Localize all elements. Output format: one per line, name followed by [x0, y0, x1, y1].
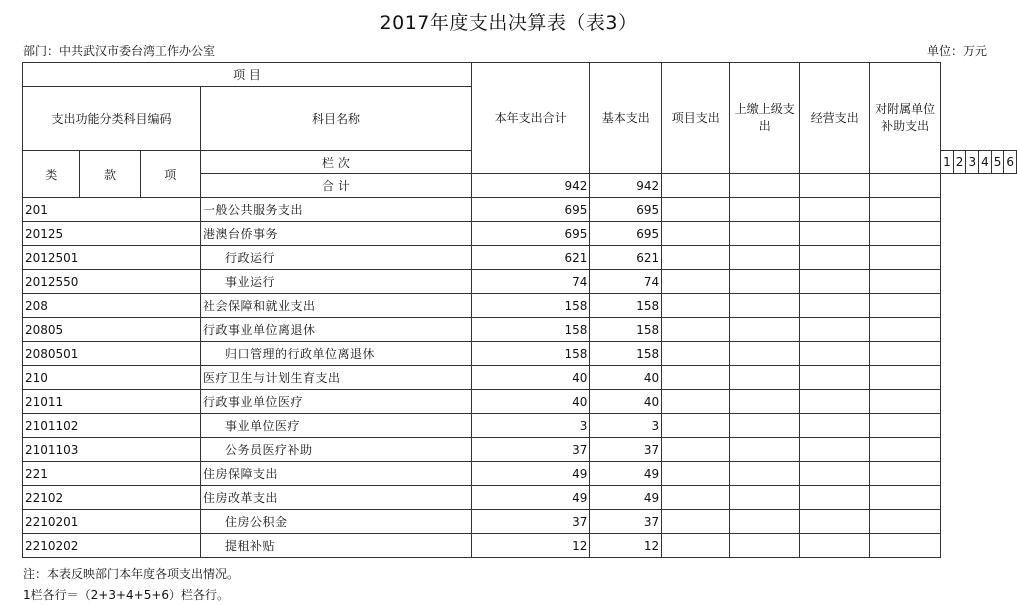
row-superior: [730, 342, 800, 366]
table-row: [23, 246, 1017, 270]
row-project: [662, 534, 730, 558]
row-operation: [800, 486, 870, 510]
row-subject-name: 住房保障支出: [200, 462, 471, 486]
subject-name-header: 科目名称: [200, 87, 471, 151]
row-code: 221: [23, 462, 201, 486]
col-number-4: 4: [979, 151, 992, 174]
row-subject-name: 一般公共服务支出: [200, 198, 471, 222]
row-total: 49: [471, 486, 589, 510]
row-total: 74: [471, 270, 589, 294]
row-operation: [800, 318, 870, 342]
row-basic: 695: [590, 198, 662, 222]
row-basic: 49: [590, 486, 662, 510]
lei-header: 类: [23, 151, 80, 198]
row-basic: 158: [590, 294, 662, 318]
row-code: 210: [23, 366, 201, 390]
func-code-header: 支出功能分类科目编码: [23, 87, 201, 151]
row-operation: [800, 438, 870, 462]
table-row: [23, 342, 1017, 366]
col-number-5: 5: [991, 151, 1004, 174]
row-basic: 37: [590, 438, 662, 462]
row-code: 21011: [23, 390, 201, 414]
row-project: [662, 390, 730, 414]
row-subsidy: [870, 342, 941, 366]
row-project: [662, 270, 730, 294]
row-subsidy: [870, 366, 941, 390]
total-value-4: [730, 174, 800, 198]
col-number-1: 1: [941, 151, 954, 174]
row-basic: 37: [590, 510, 662, 534]
row-basic: 12: [590, 534, 662, 558]
row-basic: 40: [590, 366, 662, 390]
lanci-label: 栏 次: [200, 151, 471, 174]
row-operation: [800, 222, 870, 246]
row-superior: [730, 414, 800, 438]
row-operation: [800, 198, 870, 222]
row-subsidy: [870, 246, 941, 270]
row-total: 40: [471, 390, 589, 414]
row-total: 37: [471, 438, 589, 462]
row-subject-name: 事业运行: [200, 270, 471, 294]
row-code: 2101102: [23, 414, 201, 438]
row-project: [662, 462, 730, 486]
row-subject-name: 提租补贴: [200, 534, 471, 558]
total-label: 合 计: [200, 174, 471, 198]
row-superior: [730, 270, 800, 294]
row-operation: [800, 510, 870, 534]
row-superior: [730, 366, 800, 390]
row-total: 158: [471, 318, 589, 342]
row-basic: 74: [590, 270, 662, 294]
row-subject-name: 住房改革支出: [200, 486, 471, 510]
row-operation: [800, 534, 870, 558]
row-total: 12: [471, 534, 589, 558]
row-subject-name: 住房公积金: [200, 510, 471, 534]
table-row: [23, 294, 1017, 318]
project-header: 项 目: [23, 63, 472, 87]
row-project: [662, 294, 730, 318]
row-superior: [730, 198, 800, 222]
row-code: 22102: [23, 486, 201, 510]
row-subsidy: [870, 390, 941, 414]
table-row: [23, 318, 1017, 342]
row-subsidy: [870, 510, 941, 534]
row-code: 2210201: [23, 510, 201, 534]
total-value-5: [800, 174, 870, 198]
row-superior: [730, 534, 800, 558]
row-superior: [730, 438, 800, 462]
row-superior: [730, 510, 800, 534]
row-superior: [730, 462, 800, 486]
row-code: 2012501: [23, 246, 201, 270]
row-project: [662, 318, 730, 342]
row-project: [662, 222, 730, 246]
table-row: [23, 462, 1017, 486]
row-basic: 3: [590, 414, 662, 438]
total-value-6: [870, 174, 941, 198]
row-project: [662, 366, 730, 390]
table-row: [23, 534, 1017, 558]
row-total: 158: [471, 342, 589, 366]
row-subsidy: [870, 318, 941, 342]
row-subject-name: 行政事业单位离退休: [200, 318, 471, 342]
row-total: 158: [471, 294, 589, 318]
row-operation: [800, 414, 870, 438]
table-row: [23, 414, 1017, 438]
col-project-header: 项目支出: [662, 63, 730, 174]
row-superior: [730, 294, 800, 318]
row-code: 2080501: [23, 342, 201, 366]
note-line-2: 1栏各行＝（2+3+4+5+6）栏各行。: [23, 588, 230, 602]
table-row: [23, 270, 1017, 294]
row-subsidy: [870, 294, 941, 318]
row-code: 2101103: [23, 438, 201, 462]
col-number-2: 2: [953, 151, 966, 174]
row-subject-name: 行政运行: [200, 246, 471, 270]
col-total-header: 本年支出合计: [471, 63, 589, 174]
row-code: 2210202: [23, 534, 201, 558]
row-basic: 158: [590, 342, 662, 366]
total-value-2: 942: [590, 174, 662, 198]
row-total: 695: [471, 198, 589, 222]
row-operation: [800, 462, 870, 486]
row-project: [662, 438, 730, 462]
row-subsidy: [870, 270, 941, 294]
row-project: [662, 246, 730, 270]
col-operation-header: 经营支出: [800, 63, 870, 174]
row-basic: 40: [590, 390, 662, 414]
row-project: [662, 198, 730, 222]
row-basic: 621: [590, 246, 662, 270]
row-code: 208: [23, 294, 201, 318]
unit-label: 单位：万元: [926, 44, 987, 58]
row-superior: [730, 486, 800, 510]
row-code: 201: [23, 198, 201, 222]
row-subject-name: 公务员医疗补助: [200, 438, 471, 462]
table-row: [23, 438, 1017, 462]
row-total: 37: [471, 510, 589, 534]
table-row: [23, 222, 1017, 246]
row-subsidy: [870, 438, 941, 462]
row-total: 49: [471, 462, 589, 486]
total-value-1: 942: [471, 174, 589, 198]
row-operation: [800, 270, 870, 294]
row-subsidy: [870, 198, 941, 222]
row-subject-name: 港澳台侨事务: [200, 222, 471, 246]
row-subsidy: [870, 222, 941, 246]
row-subject-name: 社会保障和就业支出: [200, 294, 471, 318]
row-subject-name: 行政事业单位医疗: [200, 390, 471, 414]
col-number-3: 3: [966, 151, 979, 174]
total-value-3: [662, 174, 730, 198]
xiang-header: 项: [140, 151, 200, 198]
row-subject-name: 医疗卫生与计划生育支出: [200, 366, 471, 390]
note-line-1: 注：本表反映部门本年度各项支出情况。: [23, 567, 240, 581]
row-subsidy: [870, 414, 941, 438]
row-superior: [730, 390, 800, 414]
row-project: [662, 414, 730, 438]
table-row: [23, 510, 1017, 534]
row-subject-name: 归口管理的行政单位离退休: [200, 342, 471, 366]
row-basic: 695: [590, 222, 662, 246]
row-operation: [800, 246, 870, 270]
page-title: 2017年度支出决算表（表3）: [379, 12, 638, 34]
row-operation: [800, 294, 870, 318]
row-superior: [730, 222, 800, 246]
kuan-header: 款: [80, 151, 140, 198]
row-total: 695: [471, 222, 589, 246]
row-code: 20125: [23, 222, 201, 246]
row-superior: [730, 318, 800, 342]
row-operation: [800, 366, 870, 390]
row-code: 20805: [23, 318, 201, 342]
col-superior-header: 上缴上级支出: [730, 63, 800, 174]
row-subject-name: 事业单位医疗: [200, 414, 471, 438]
expenditure-table: [22, 62, 1017, 558]
table-row: [23, 486, 1017, 510]
row-code: 2012550: [23, 270, 201, 294]
row-total: 40: [471, 366, 589, 390]
row-project: [662, 486, 730, 510]
row-total: 3: [471, 414, 589, 438]
row-basic: 158: [590, 318, 662, 342]
row-subsidy: [870, 462, 941, 486]
row-total: 621: [471, 246, 589, 270]
row-project: [662, 342, 730, 366]
row-subsidy: [870, 486, 941, 510]
col-number-6: 6: [1004, 151, 1017, 174]
col-basic-header: 基本支出: [590, 63, 662, 174]
row-operation: [800, 390, 870, 414]
table-row: [23, 366, 1017, 390]
row-superior: [730, 246, 800, 270]
row-project: [662, 510, 730, 534]
col-subsidy-header: 对附属单位补助支出: [870, 63, 941, 174]
table-row: [23, 390, 1017, 414]
department-label: 部门：中共武汉市委台湾工作办公室: [23, 44, 216, 58]
header-row-project: [23, 63, 1017, 87]
row-basic: 49: [590, 462, 662, 486]
row-operation: [800, 342, 870, 366]
table-row: [23, 198, 1017, 222]
row-subsidy: [870, 534, 941, 558]
